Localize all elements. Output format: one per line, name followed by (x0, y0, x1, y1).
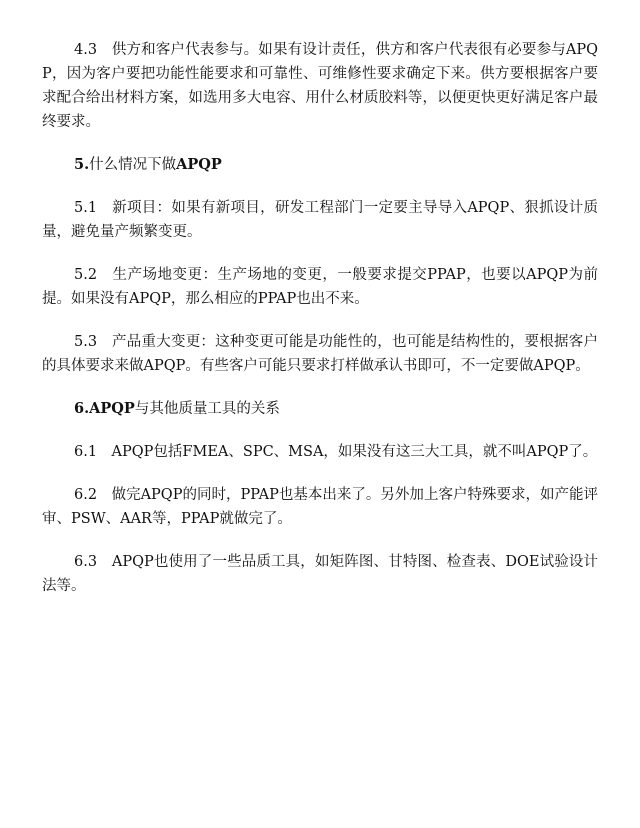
paragraph-6-3: 6.3 APQP也使用了一些品质工具，如矩阵图、甘特图、检查表、DOE试验设计法等。 (42, 554, 598, 594)
paragraph-6-2: 6.2 做完APQP的同时，PPAP也基本出来了。另外加上客户特殊要求，如产能评审、PSW、AAR等，PPAP就做完了。 (42, 487, 598, 527)
section-heading-5-number: 5. (74, 156, 90, 173)
paragraph-5-3: 5.3 产品重大变更：这种变更可能是功能性的，也可能是结构性的，要根据客户的具体要求来做APQP。有些客户可能只要求打样做承认书即可，不一定要做APQP。 (42, 334, 598, 374)
document-page (42, 38, 598, 617)
section-heading-5-text: 什么情况下做 (89, 157, 177, 173)
paragraph-5-1: 5.1 新项目：如果有新项目，研发工程部门一定要主导导入APQP、狠抓设计质量，避免量产频繁变更。 (42, 200, 598, 240)
paragraph-6-1: 6.1 APQP包括FMEA、SPC、MSA，如果没有这三大工具，就不叫APQP了。 (74, 444, 598, 460)
section-heading-6-text: 与其他质量工具的关系 (134, 401, 280, 417)
section-heading-6-number: 6.APQP (74, 400, 135, 417)
section-heading-5-acronym: APQP (176, 156, 222, 173)
section-heading-6 (42, 397, 598, 421)
section-heading-5 (42, 153, 598, 177)
paragraph-4-3: 4.3 供方和客户代表参与。如果有设计责任，供方和客户代表很有必要参与APQP，因为客户要把功能性能要求和可靠性、可维修性要求确定下来。供方要根据客户要求配合给出材料方案，如选用多大电容、用什么材质胶料等，以便更快更好满足客户最终要求。 (42, 42, 598, 130)
paragraph-5-2: 5.2 生产场地变更：生产场地的变更，一般要求提交PPAP，也要以APQP为前提。如果没有APQP，那么相应的PPAP也出不来。 (42, 267, 598, 307)
